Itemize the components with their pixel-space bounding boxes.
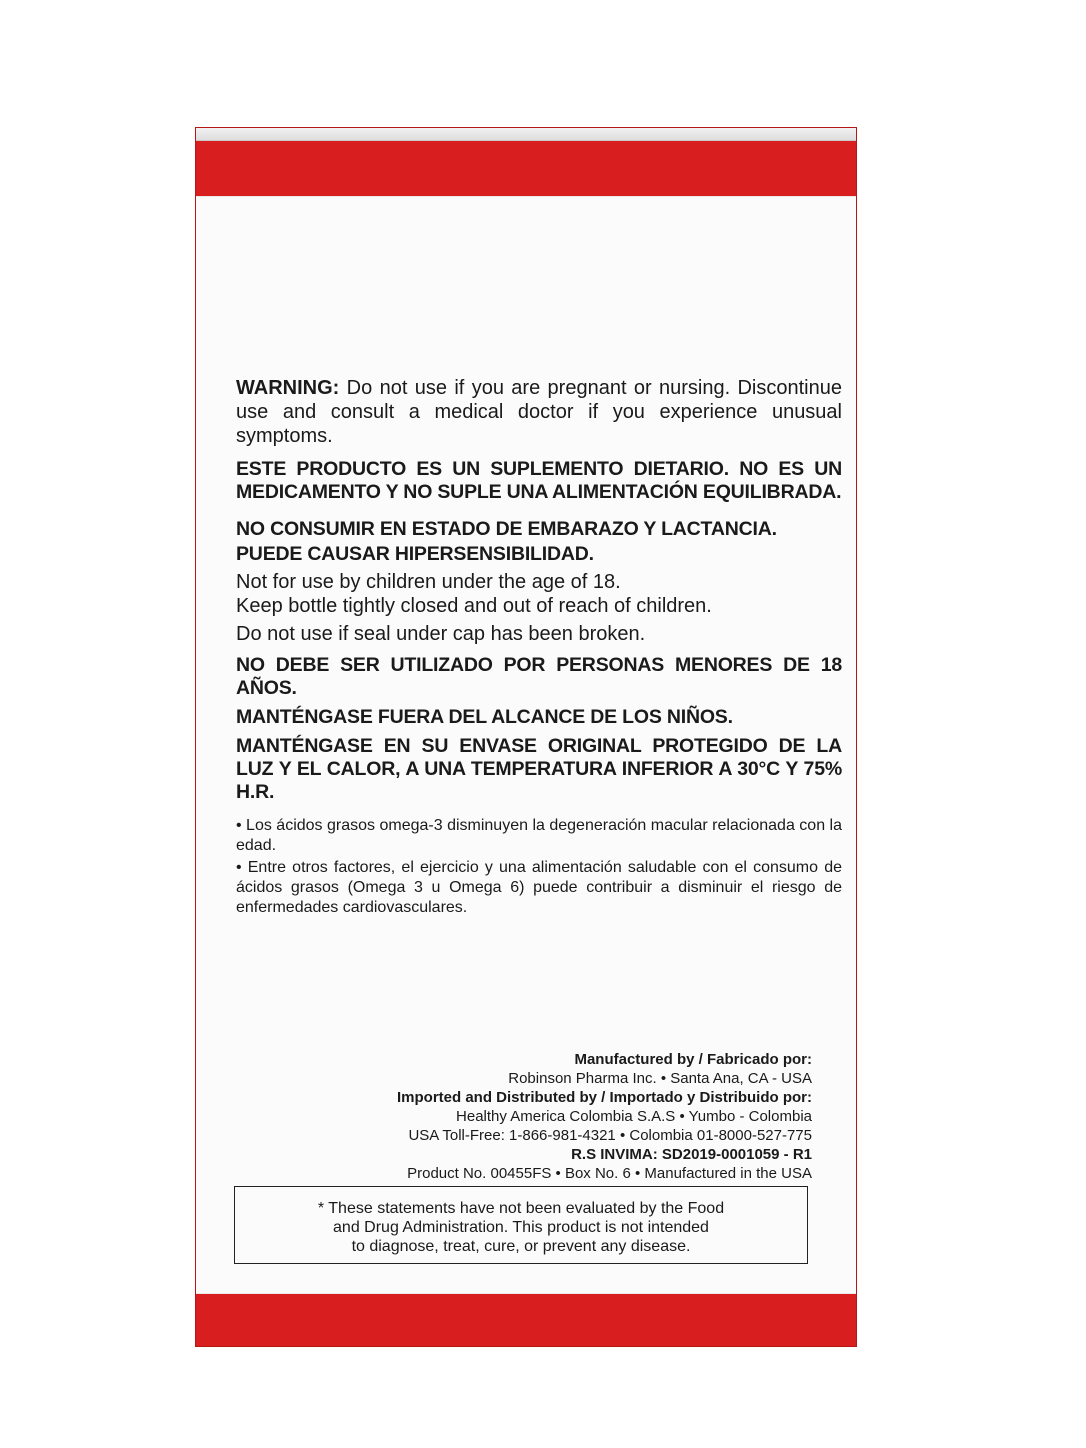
bullet-omega-macular: • Los ácidos grasos omega-3 disminuyen la degeneración macular relacionada con la edad. [236, 817, 842, 854]
distributed-by-label: Imported and Distributed by / Importado y Distribuido por: [396, 1089, 812, 1106]
seal-statement: Do not use if seal under cap has been broken. [236, 623, 646, 645]
children-age-statement: Not for use by children under the age of 18. [236, 571, 621, 593]
distributor-name: Healthy America Colombia S.A.S • Yumbo - Colombia [456, 1108, 812, 1125]
label-text-block [236, 376, 842, 920]
bullet-cardiovascular: • Entre otros factores, el ejercicio y una alimentación saludable con el consumo de ácidos grasos (Omega 3 u Omega 6) puede contribuir a disminuir el riesgo de enfermedades cardiovasculares. [236, 859, 842, 916]
keep-bottle-statement: Keep bottle tightly closed and out of reach of children. [236, 595, 712, 617]
suplemento-statement: ESTE PRODUCTO ES UN SUPLEMENTO DIETARIO. NO ES UN MEDICAMENTO Y NO SUPLE UNA ALIMENTACIÓN EQUILIBRADA. [236, 458, 842, 503]
warning-label: WARNING: [236, 377, 340, 399]
warning-paragraph [236, 376, 842, 448]
alcance-statement: MANTÉNGASE FUERA DEL ALCANCE DE LOS NIÑOS. [236, 706, 733, 728]
hipersensibilidad-statement: PUEDE CAUSAR HIPERSENSIBILIDAD. [236, 543, 594, 565]
manufactured-by-label: Manufactured by / Fabricado por: [574, 1051, 812, 1068]
manufacturer-block [236, 1050, 812, 1183]
disclaimer-line-1: * These statements have not been evaluated by the Food [317, 1200, 725, 1217]
menores-statement: NO DEBE SER UTILIZADO POR PERSONAS MENORES DE 18 AÑOS. [236, 654, 842, 699]
box-top-flap [196, 128, 856, 141]
manufacturer-name: Robinson Pharma Inc. • Santa Ana, CA - USA [508, 1070, 812, 1087]
envase-statement: MANTÉNGASE EN SU ENVASE ORIGINAL PROTEGIDO DE LA LUZ Y EL CALOR, A UNA TEMPERATURA INFERIOR A 30°C Y 75% H.R. [236, 735, 842, 803]
warning-text: Do not use if you are pregnant or nursing. Discontinue use and consult a medical doctor if you experience unusual symptoms. [236, 377, 842, 447]
invima-registration: R.S INVIMA: SD2019-0001059 - R1 [571, 1146, 812, 1163]
fda-disclaimer-box [234, 1186, 808, 1264]
toll-free-phones: USA Toll-Free: 1-866-981-4321 • Colombia 01-8000-527-775 [408, 1127, 812, 1144]
disclaimer-line-3: to diagnose, treat, cure, or prevent any disease. [351, 1238, 691, 1255]
disclaimer-line-2: and Drug Administration. This product is not intended [333, 1219, 709, 1236]
product-number: Product No. 00455FS • Box No. 6 • Manufactured in the USA [407, 1165, 812, 1182]
embarazo-statement: NO CONSUMIR EN ESTADO DE EMBARAZO Y LACTANCIA. [236, 518, 777, 540]
